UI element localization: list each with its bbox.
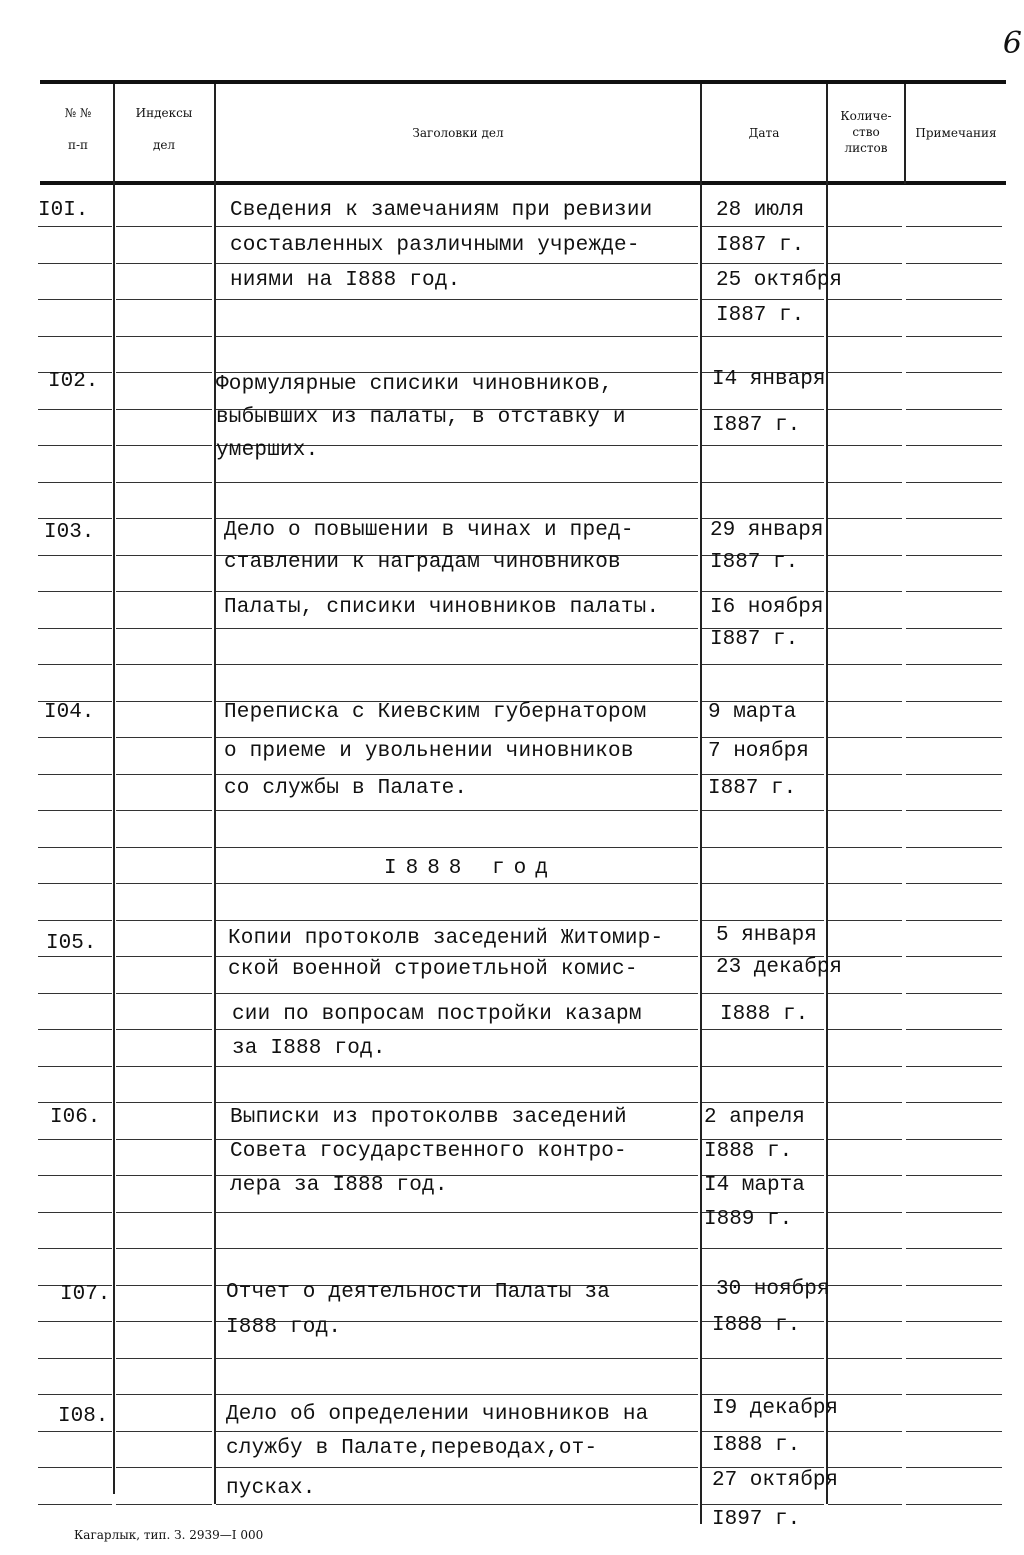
ruled-line bbox=[828, 883, 902, 884]
ruled-line bbox=[828, 810, 902, 811]
entry-number: I02. bbox=[48, 370, 99, 393]
ruled-line bbox=[38, 518, 112, 519]
entry-title-line: за I888 год. bbox=[232, 1037, 386, 1060]
ruled-line bbox=[702, 1431, 824, 1432]
ruled-line bbox=[702, 336, 824, 337]
ruled-line bbox=[828, 1394, 902, 1395]
ruled-line bbox=[906, 1285, 1002, 1286]
ruled-line bbox=[828, 774, 902, 775]
ruled-line bbox=[906, 482, 1002, 483]
ruled-line bbox=[38, 1321, 112, 1322]
ruled-line bbox=[906, 847, 1002, 848]
entry-date-line: 2 апреля bbox=[704, 1106, 805, 1129]
page-mark: 6 bbox=[1002, 26, 1022, 61]
ruled-line bbox=[216, 482, 698, 483]
ruled-line bbox=[116, 664, 212, 665]
ruled-line bbox=[216, 1066, 698, 1067]
ruled-line bbox=[906, 1467, 1002, 1468]
ruled-line bbox=[702, 920, 824, 921]
ruled-line bbox=[906, 1358, 1002, 1359]
header-bottom-rule bbox=[40, 181, 1006, 185]
ruled-line bbox=[38, 956, 112, 957]
entry-title-line: сии по вопросам постройки казарм bbox=[232, 1003, 642, 1026]
ruled-line bbox=[828, 701, 902, 702]
ruled-line bbox=[702, 263, 824, 264]
ruled-line bbox=[906, 518, 1002, 519]
entry-date-line: I9 декабря bbox=[712, 1397, 839, 1420]
entry-title-line: Выписки из протоколвв заседений bbox=[230, 1106, 627, 1129]
ruled-line bbox=[38, 555, 112, 556]
entry-title-line: пусках. bbox=[226, 1477, 316, 1500]
ruled-line bbox=[828, 847, 902, 848]
entry-title-line: со службы в Палате. bbox=[224, 777, 468, 800]
ruled-line bbox=[906, 1248, 1002, 1249]
entry-date-line: I887 г. bbox=[710, 551, 799, 574]
ruled-line bbox=[906, 226, 1002, 227]
entry-title-line: Отчет о деятельности Палаты за bbox=[226, 1281, 611, 1304]
ruled-line bbox=[906, 774, 1002, 775]
entry-title-line: Сведения к замечаниям при ревизии bbox=[230, 199, 653, 222]
entry-date-line: 7 ноября bbox=[708, 740, 809, 763]
ruled-line bbox=[828, 1029, 902, 1030]
ruled-line bbox=[116, 993, 212, 994]
ruled-line bbox=[116, 1504, 212, 1505]
header-date: Дата bbox=[748, 126, 780, 140]
ruled-line bbox=[828, 1248, 902, 1249]
ruled-line bbox=[702, 226, 824, 227]
ruled-line bbox=[38, 1212, 112, 1213]
ruled-line bbox=[38, 1248, 112, 1249]
ruled-line bbox=[216, 810, 698, 811]
ruled-line bbox=[216, 299, 698, 300]
ruled-line bbox=[828, 1175, 902, 1176]
ruled-line bbox=[828, 1102, 902, 1103]
ruled-line bbox=[116, 920, 212, 921]
entry-title-line: Дело об определении чиновников на bbox=[226, 1403, 649, 1426]
ruled-line bbox=[906, 664, 1002, 665]
ruled-line bbox=[38, 883, 112, 884]
ruled-line bbox=[216, 664, 698, 665]
ruled-line bbox=[702, 847, 824, 848]
ruled-line bbox=[216, 993, 698, 994]
ruled-line bbox=[216, 591, 698, 592]
entry-date-line: I887 г. bbox=[708, 777, 797, 800]
ruled-line bbox=[116, 445, 212, 446]
year-heading: I888 год bbox=[384, 857, 557, 880]
ruled-line bbox=[116, 1102, 212, 1103]
ruled-line bbox=[38, 263, 112, 264]
ruled-line bbox=[216, 1467, 698, 1468]
ruled-line bbox=[38, 591, 112, 592]
ruled-line bbox=[116, 883, 212, 884]
ruled-line bbox=[116, 1467, 212, 1468]
ruled-line bbox=[116, 774, 212, 775]
ruled-line bbox=[702, 1467, 824, 1468]
ruled-line bbox=[828, 482, 902, 483]
ruled-line bbox=[216, 1358, 698, 1359]
ruled-line bbox=[828, 299, 902, 300]
ruled-line bbox=[906, 1394, 1002, 1395]
ruled-line bbox=[116, 555, 212, 556]
entry-date-line: 23 декабря bbox=[716, 956, 843, 979]
ruled-line bbox=[38, 920, 112, 921]
ruled-line bbox=[38, 1066, 112, 1067]
ruled-line bbox=[828, 409, 902, 410]
ruled-line bbox=[116, 591, 212, 592]
ruled-line bbox=[216, 737, 698, 738]
header-num: № № п-п bbox=[64, 106, 92, 152]
entry-title-line: Копии протоколв заседений Житомир- bbox=[228, 927, 664, 950]
entry-title-line: I888 год. bbox=[226, 1316, 342, 1339]
ruled-line bbox=[38, 1139, 112, 1140]
ruled-line bbox=[702, 774, 824, 775]
ruled-line bbox=[828, 1212, 902, 1213]
ruled-line bbox=[906, 445, 1002, 446]
ruled-line bbox=[216, 1102, 698, 1103]
entry-title-line: Переписка с Киевским губернатором bbox=[224, 701, 647, 724]
ruled-line bbox=[906, 372, 1002, 373]
ruled-line bbox=[828, 518, 902, 519]
ruled-line bbox=[116, 482, 212, 483]
entry-date-line: I888 г. bbox=[712, 1434, 801, 1457]
entry-title-line: лера за I888 год. bbox=[230, 1174, 448, 1197]
entry-number: I05. bbox=[46, 932, 97, 955]
column-rule-num bbox=[113, 84, 115, 1494]
ruled-line bbox=[702, 1066, 824, 1067]
entry-title-line: составленных различными учрежде- bbox=[230, 234, 640, 257]
ruled-line bbox=[116, 1212, 212, 1213]
entry-number: I0I. bbox=[38, 199, 89, 222]
ruled-line bbox=[116, 847, 212, 848]
ruled-line bbox=[906, 1504, 1002, 1505]
entry-date-line: I887 г. bbox=[712, 414, 801, 437]
ruled-line bbox=[116, 1175, 212, 1176]
ruled-line bbox=[216, 336, 698, 337]
ruled-line bbox=[116, 701, 212, 702]
entry-date-line: I889 г. bbox=[704, 1208, 793, 1231]
ruled-line bbox=[906, 336, 1002, 337]
entry-number: I07. bbox=[60, 1283, 111, 1306]
entry-date-line: I4 января bbox=[712, 368, 826, 391]
entry-number: I08. bbox=[58, 1405, 109, 1428]
ruled-line bbox=[828, 263, 902, 264]
entry-date-line: I887 г. bbox=[710, 628, 799, 651]
ruled-line bbox=[702, 1102, 824, 1103]
ruled-line bbox=[116, 226, 212, 227]
entry-date-line: 9 марта bbox=[708, 701, 797, 724]
entry-number: I03. bbox=[44, 521, 95, 544]
ruled-line bbox=[38, 1175, 112, 1176]
ruled-line bbox=[702, 993, 824, 994]
ruled-line bbox=[116, 263, 212, 264]
entry-date-line: I4 марта bbox=[704, 1174, 805, 1197]
ruled-line bbox=[216, 263, 698, 264]
ruled-line bbox=[828, 664, 902, 665]
header-title: Заголовки дел bbox=[412, 126, 504, 140]
entry-date-line: 28 июля bbox=[716, 199, 805, 222]
ruled-line bbox=[828, 336, 902, 337]
ruled-line bbox=[116, 1431, 212, 1432]
ruled-line bbox=[906, 1066, 1002, 1067]
ruled-line bbox=[216, 1504, 698, 1505]
column-rule-index bbox=[214, 84, 216, 1504]
ruled-line bbox=[216, 226, 698, 227]
ruled-line bbox=[38, 810, 112, 811]
ruled-line bbox=[906, 299, 1002, 300]
ruled-line bbox=[116, 1029, 212, 1030]
ruled-line bbox=[702, 1394, 824, 1395]
ruled-line bbox=[116, 810, 212, 811]
entry-number: I06. bbox=[50, 1106, 101, 1129]
ruled-line bbox=[702, 299, 824, 300]
entry-date-line: I888 г. bbox=[712, 1314, 801, 1337]
entry-title-line: Дело о повышении в чинах и пред- bbox=[224, 519, 634, 542]
header-top-rule bbox=[40, 80, 1006, 84]
ruled-line bbox=[116, 1358, 212, 1359]
ruled-line bbox=[38, 336, 112, 337]
entry-date-line: I888 г. bbox=[704, 1140, 793, 1163]
ruled-line bbox=[216, 628, 698, 629]
ruled-line bbox=[216, 1431, 698, 1432]
ruled-line bbox=[38, 774, 112, 775]
ruled-line bbox=[828, 445, 902, 446]
entry-title-line: о приеме и увольнении чиновников bbox=[224, 740, 634, 763]
ruled-line bbox=[702, 482, 824, 483]
ruled-line bbox=[38, 445, 112, 446]
ruled-line bbox=[828, 737, 902, 738]
ruled-line bbox=[702, 409, 824, 410]
ruled-line bbox=[906, 555, 1002, 556]
ruled-line bbox=[828, 628, 902, 629]
ruled-line bbox=[828, 1467, 902, 1468]
entry-title-line: службу в Палате,переводах,от- bbox=[226, 1437, 598, 1460]
ruled-line bbox=[116, 518, 212, 519]
ruled-line bbox=[702, 737, 824, 738]
ruled-line bbox=[828, 1358, 902, 1359]
ruled-line bbox=[906, 1102, 1002, 1103]
ruled-line bbox=[116, 956, 212, 957]
entry-date-line: 30 ноября bbox=[716, 1278, 830, 1301]
ruled-line bbox=[216, 847, 698, 848]
ruled-line bbox=[702, 1504, 824, 1505]
ruled-line bbox=[828, 1285, 902, 1286]
entry-date-line: I888 г. bbox=[720, 1003, 809, 1026]
ruled-line bbox=[702, 1029, 824, 1030]
entry-date-line: 5 января bbox=[716, 924, 817, 947]
entry-title-line: ставлении к наградам чиновников bbox=[224, 551, 621, 574]
ruled-line bbox=[38, 409, 112, 410]
entry-title-line: Палаты, списики чиновников палаты. bbox=[224, 596, 660, 619]
ruled-line bbox=[116, 1248, 212, 1249]
ruled-line bbox=[116, 1066, 212, 1067]
ruled-line bbox=[38, 737, 112, 738]
column-rule-title bbox=[700, 84, 702, 1524]
ruled-line bbox=[906, 993, 1002, 994]
ruled-line bbox=[906, 591, 1002, 592]
ruled-line bbox=[216, 774, 698, 775]
ruled-line bbox=[38, 993, 112, 994]
ruled-line bbox=[38, 1504, 112, 1505]
ruled-line bbox=[906, 409, 1002, 410]
entry-date-line: 27 октября bbox=[712, 1469, 839, 1492]
entry-date-line: I897 г. bbox=[712, 1508, 801, 1531]
ruled-line bbox=[38, 482, 112, 483]
ruled-line bbox=[828, 1066, 902, 1067]
ruled-line bbox=[38, 1358, 112, 1359]
ruled-line bbox=[702, 1248, 824, 1249]
ruled-line bbox=[216, 920, 698, 921]
entry-title-line: умерших. bbox=[216, 439, 319, 462]
ruled-line bbox=[906, 1139, 1002, 1140]
ruled-line bbox=[116, 1394, 212, 1395]
ruled-line bbox=[116, 1285, 212, 1286]
header-notes: Примечания bbox=[915, 126, 997, 140]
ruled-line bbox=[906, 883, 1002, 884]
ruled-line bbox=[216, 883, 698, 884]
entry-title-line: Формулярные списики чиновников, bbox=[216, 373, 613, 396]
ruled-line bbox=[828, 1139, 902, 1140]
ruled-line bbox=[828, 1431, 902, 1432]
ruled-line bbox=[38, 1029, 112, 1030]
ruled-line bbox=[906, 956, 1002, 957]
ruled-line bbox=[216, 956, 698, 957]
printer-footer: Кагарлык, тип. З. 2939—I 000 bbox=[74, 1528, 264, 1542]
ruled-line bbox=[906, 1175, 1002, 1176]
ruled-line bbox=[906, 1321, 1002, 1322]
ruled-line bbox=[906, 810, 1002, 811]
ruled-line bbox=[116, 299, 212, 300]
ruled-line bbox=[702, 591, 824, 592]
ruled-line bbox=[38, 1102, 112, 1103]
ruled-line bbox=[906, 1431, 1002, 1432]
ruled-line bbox=[702, 1358, 824, 1359]
ruled-line bbox=[906, 628, 1002, 629]
ruled-line bbox=[38, 1431, 112, 1432]
entry-title-line: ниями на I888 год. bbox=[230, 269, 461, 292]
header-quantity: Количе- ство листов bbox=[840, 109, 892, 155]
entry-number: I04. bbox=[44, 701, 95, 724]
entry-date-line: I887 г. bbox=[716, 304, 805, 327]
ruled-line bbox=[116, 336, 212, 337]
ruled-line bbox=[116, 372, 212, 373]
entry-date-line: 25 октября bbox=[716, 269, 843, 292]
ruled-line bbox=[38, 847, 112, 848]
ruled-line bbox=[906, 737, 1002, 738]
ruled-line bbox=[38, 664, 112, 665]
ruled-line bbox=[216, 1248, 698, 1249]
ruled-line bbox=[828, 226, 902, 227]
entry-date-line: 29 января bbox=[710, 519, 824, 542]
header-index: Индексы дел bbox=[135, 106, 193, 152]
ruled-line bbox=[906, 920, 1002, 921]
ruled-line bbox=[38, 1394, 112, 1395]
ruled-line bbox=[116, 1321, 212, 1322]
ruled-line bbox=[906, 1212, 1002, 1213]
ruled-line bbox=[38, 299, 112, 300]
ruled-line bbox=[116, 628, 212, 629]
ruled-line bbox=[216, 1394, 698, 1395]
ruled-line bbox=[906, 701, 1002, 702]
ruled-line bbox=[828, 1504, 902, 1505]
entry-date-line: I887 г. bbox=[716, 234, 805, 257]
ruled-line bbox=[116, 1139, 212, 1140]
ruled-line bbox=[906, 263, 1002, 264]
ruled-line bbox=[828, 372, 902, 373]
ruled-line bbox=[702, 883, 824, 884]
ruled-line bbox=[828, 920, 902, 921]
ruled-line bbox=[828, 993, 902, 994]
ruled-line bbox=[116, 737, 212, 738]
ruled-line bbox=[828, 555, 902, 556]
ruled-line bbox=[216, 1212, 698, 1213]
entry-date-line: I6 ноября bbox=[710, 596, 824, 619]
ruled-line bbox=[702, 664, 824, 665]
ruled-line bbox=[38, 226, 112, 227]
ruled-line bbox=[828, 591, 902, 592]
entry-title-line: ской военной строиетльной комис- bbox=[228, 958, 638, 981]
entry-title-line: Совета государственного контро- bbox=[230, 1140, 627, 1163]
ruled-line bbox=[216, 1029, 698, 1030]
ruled-line bbox=[702, 445, 824, 446]
ruled-line bbox=[702, 810, 824, 811]
ruled-line bbox=[828, 1321, 902, 1322]
ruled-line bbox=[906, 1029, 1002, 1030]
ruled-line bbox=[38, 628, 112, 629]
entry-title-line: выбывших из палаты, в отставку и bbox=[216, 406, 626, 429]
ruled-line bbox=[116, 409, 212, 410]
ruled-line bbox=[38, 1467, 112, 1468]
